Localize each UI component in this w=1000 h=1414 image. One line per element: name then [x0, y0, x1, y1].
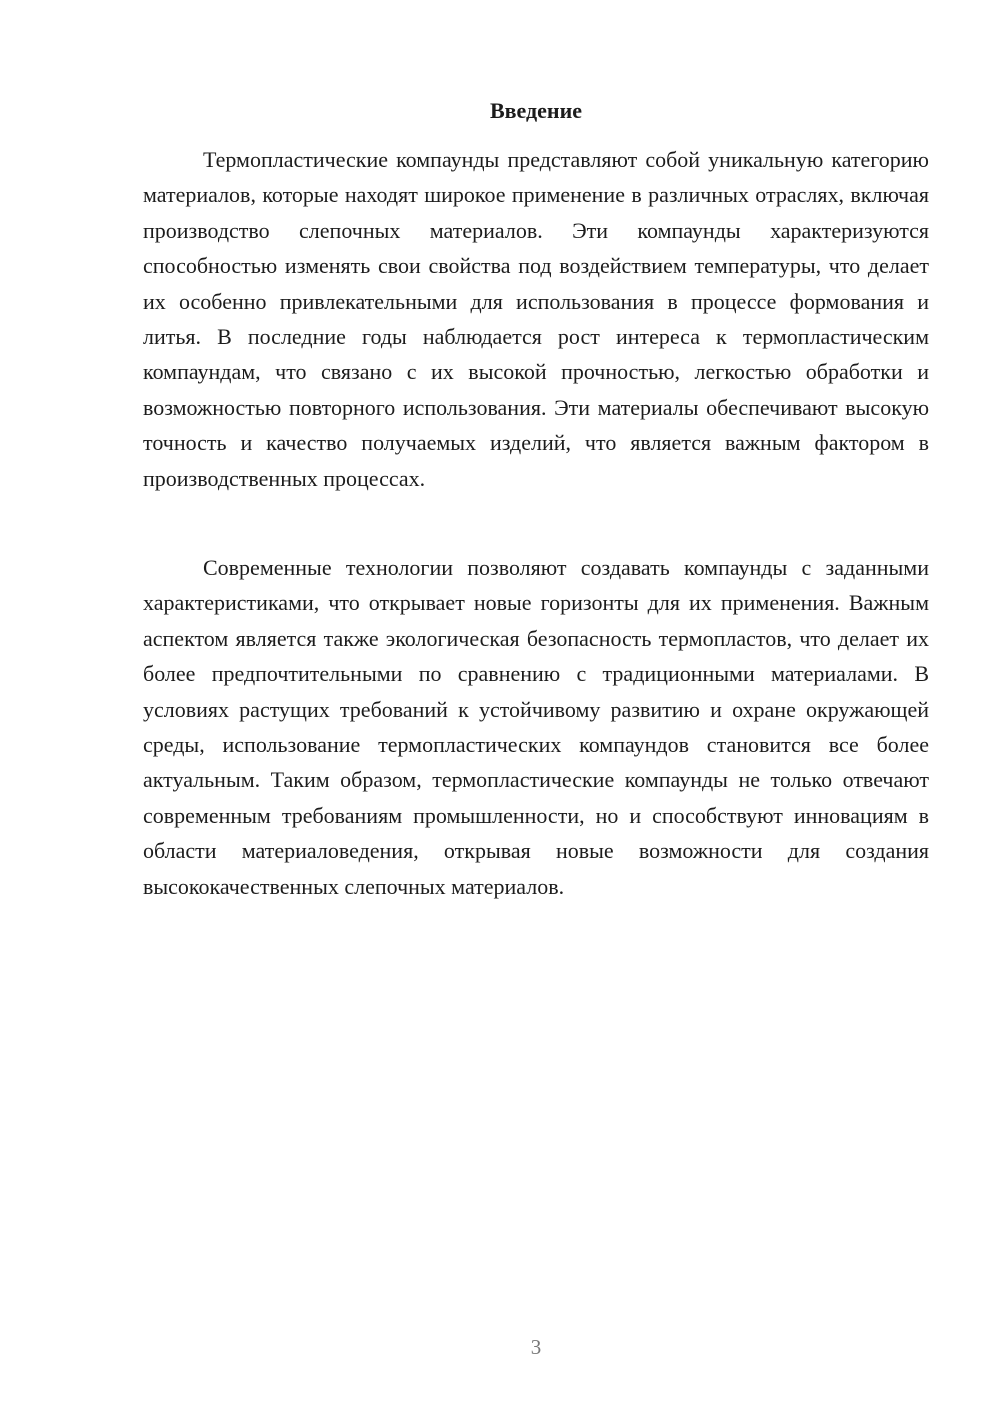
- page-number: 3: [530, 1335, 542, 1359]
- paragraph-intro: Термопластические компаунды представляют собой уникальную категорию материалов, которые находят широкое применение в различных отраслях, включая производство слепочных материалов. Эти компаунды характеризуются способностью изменять свои свойства под воздействием температуры, что делает их особенно привлекательными для использования в процессе формования и литья. В последние годы наблюдается рост интереса к термопластическим компаундам, что связано с их высокой прочностью, легкостью обработки и возможностью повторного использования. Эти материалы обеспечивают высокую точность и качество получаемых изделий, что является важным фактором в производственных процессах.: [143, 147, 929, 491]
- section-heading: Введение: [489, 98, 583, 123]
- paragraph-technologies: Современные технологии позволяют создавать компаунды с заданными характеристиками, что открывает новые горизонты для их применения. Важным аспектом является также экологическая безопасность термопластов, что делает их более предпочтительными по сравнению с традиционными материалами. В условиях растущих требований к устойчивому развитию и охране окружающей среды, использование термопластических компаундов становится все более актуальным. Таким образом, термопластические компаунды не только отвечают современным требованиям промышленности, но и способствуют инновациям в области материаловедения, открывая новые возможности для создания высококачественных слепочных материалов.: [143, 555, 929, 899]
